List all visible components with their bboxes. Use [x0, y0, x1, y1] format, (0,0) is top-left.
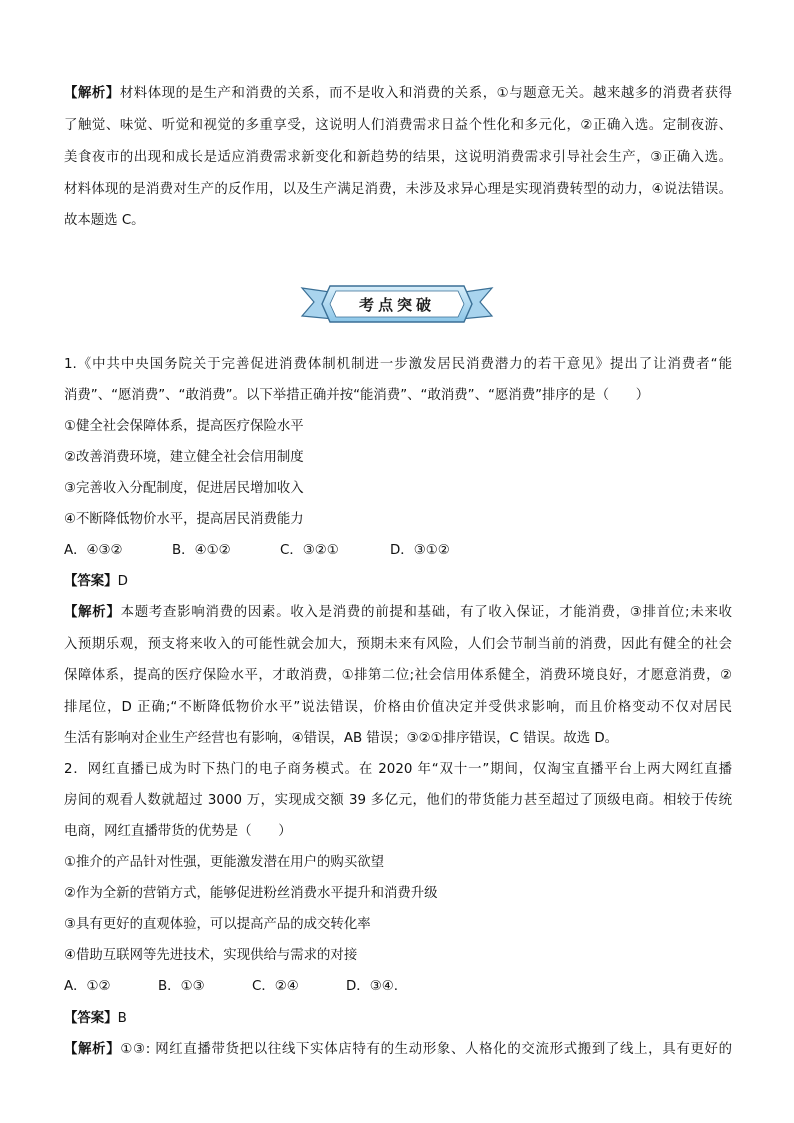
- banner-title: 考点突破: [358, 295, 435, 314]
- intro-analysis-line: 故本题选 C。: [64, 213, 145, 228]
- q1-option-c: C．③②①: [280, 543, 339, 558]
- q2-options: [64, 979, 398, 995]
- intro-analysis-line: 美食夜市的出现和成长是适应消费需求新变化和新趋势的结果，这说明消费需求引导社会生产，③正确入选。: [64, 150, 732, 165]
- analysis-tag: 【解析】: [64, 86, 120, 101]
- q1-analysis-line: 排尾位，D 正确;“不断降低物价水平”说法错误，价格由价值决定并受供求影响，而且价格变动不仅对居民: [64, 700, 732, 715]
- q2-analysis-line: 【解析】①③: 网红直播带货把以往线下实体店特有的生动形象、人格化的交流形式搬到了线上，具有更好的: [64, 1042, 732, 1057]
- intro-analysis-line: 【解析】材料体现的是生产和消费的关系，而不是收入和消费的关系，①与题意无关。越来越多的消费者获得: [64, 86, 732, 101]
- q1-item: ③完善收入分配制度，促进居民增加收入: [64, 481, 304, 496]
- q1-stem-line: 1.《中共中央国务院关于完善促进消费体制机制进一步激发居民消费潜力的若干意见》提出了让消费者“能: [64, 357, 732, 372]
- q1-item: ④不断降低物价水平，提高居民消费能力: [64, 512, 304, 527]
- q1-option-a: A．④③②: [64, 543, 123, 558]
- q1-analysis-line: 【解析】本题考查影响消费的因素。收入是消费的前提和基础，有了收入保证，才能消费，③排首位;未来收: [64, 605, 733, 620]
- intro-analysis-line: 了触觉、味觉、听觉和视觉的多重享受，这说明人们消费需求日益个性化和多元化，②正确入选。定制夜游、: [64, 118, 732, 133]
- q1-item: ②改善消费环境，建立健全社会信用制度: [64, 450, 304, 465]
- q2-item: ②作为全新的营销方式，能够促进粉丝消费水平提升和消费升级: [64, 886, 438, 901]
- q1-option-b: B．④①②: [172, 543, 231, 558]
- q2-answer: 【答案】B: [64, 1011, 127, 1026]
- q1-stem-line: 消费”、“愿消费”、“敢消费”。以下举措正确并按“能消费”、“敢消费”、“愿消费”排序的是（ ）: [64, 388, 650, 403]
- q1-analysis-line: 保障体系，提高的医疗保险水平，才敢消费，①排第二位;社会信用体系健全，消费环境良好，才愿意消费，②: [64, 668, 732, 683]
- q1-analysis-line: 生活有影响对企业生产经营也有影响，④错误，AB 错误；③②①排序错误，C 错误。故选 D。: [64, 731, 619, 746]
- q1-analysis-line: 入预期乐观，预支将来收入的可能性就会加大，预期未来有风险，人们会节制当前的消费，因此有健全的社会: [64, 637, 732, 652]
- q1-option-d: D．③①②: [390, 543, 450, 558]
- q2-stem-line: 房间的观看人数就超过 3000 万，实现成交额 39 多亿元，他们的带货能力甚至超过了顶级电商。相较于传统: [64, 793, 732, 808]
- q2-item: ③具有更好的直观体验，可以提高产品的成交转化率: [64, 917, 371, 932]
- q2-option-a: A．①②: [64, 979, 111, 994]
- q1-answer: 【答案】D: [64, 574, 128, 589]
- section-banner: [300, 282, 494, 326]
- q2-item: ④借助互联网等先进技术，实现供给与需求的对接: [64, 948, 358, 963]
- q1-item: ①健全社会保障体系，提高医疗保险水平: [64, 419, 304, 434]
- q2-item: ①推介的产品针对性强，更能激发潜在用户的购买欲望: [64, 855, 384, 870]
- q1-options: [64, 543, 450, 559]
- q2-option-c: C．②④: [252, 979, 299, 994]
- q2-option-b: B．①③: [158, 979, 205, 994]
- q2-option-d: D．③④.: [346, 979, 398, 994]
- intro-analysis-line: 材料体现的是消费对生产的反作用，以及生产满足消费，未涉及求异心理是实现消费转型的动力，④说法错误。: [64, 182, 732, 197]
- q2-stem-line: 电商，网红直播带货的优势是（ ）: [64, 824, 292, 839]
- q2-answer-value: B: [117, 1011, 127, 1026]
- q2-stem-line: 2．网红直播已成为时下热门的电子商务模式。在 2020 年“双十一”期间，仅淘宝直播平台上两大网红直播: [64, 762, 732, 777]
- q1-answer-value: D: [117, 574, 128, 589]
